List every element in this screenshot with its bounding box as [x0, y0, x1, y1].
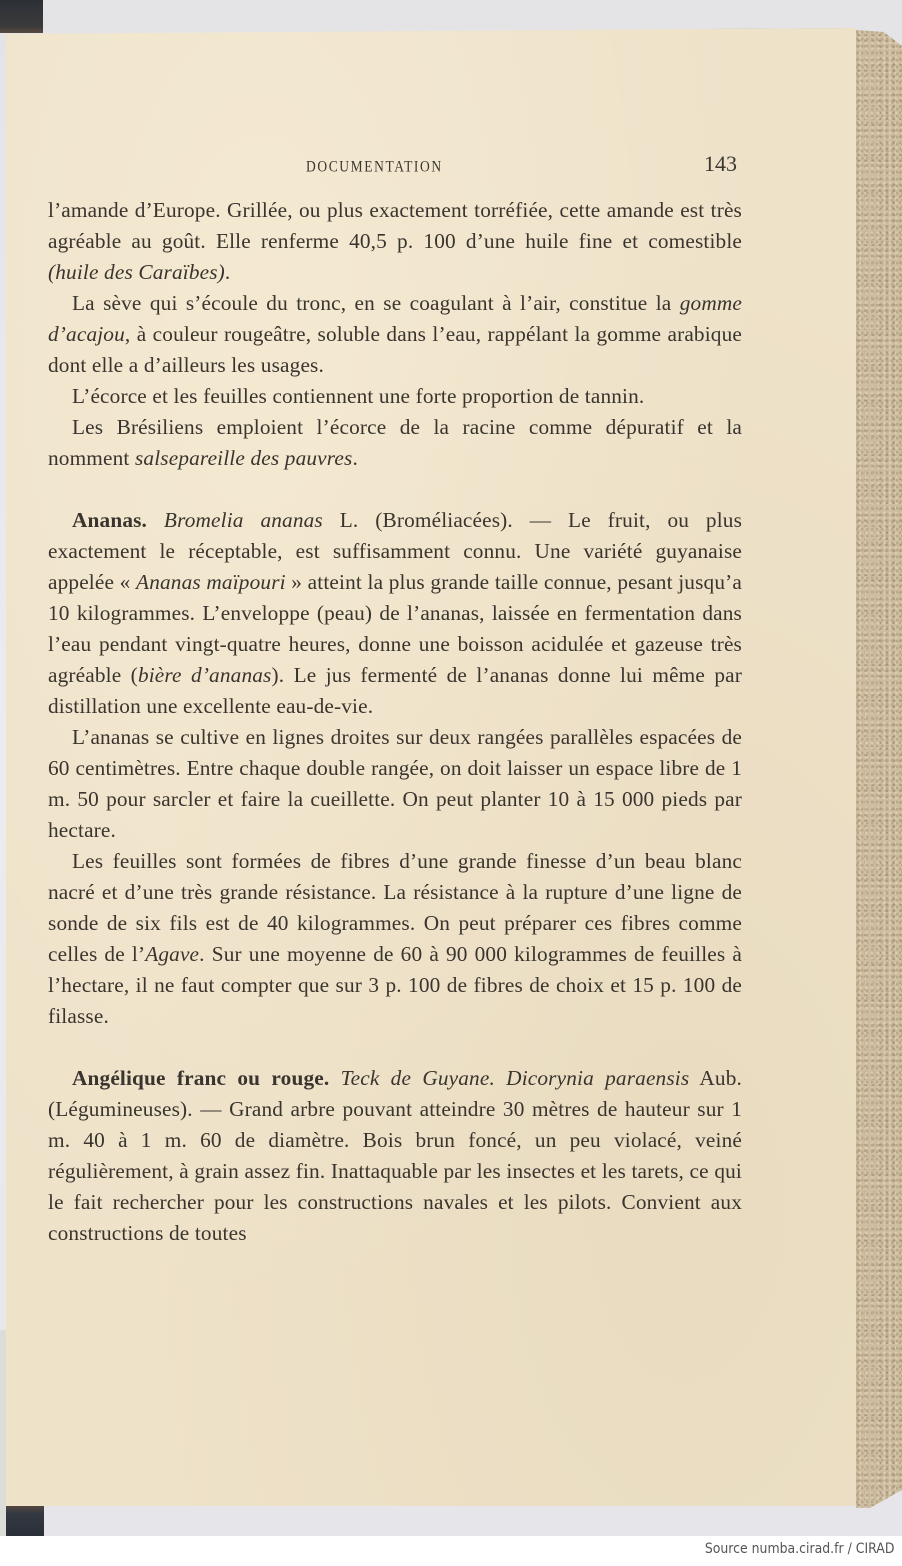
entry-angelique: Angélique franc ou rouge. Teck de Guyane. Dicorynia paraensis Aub. (Légumineuses). — Grand arbre pouvant atteindre 30 mètres de hauteur sur 1 m. 40 à 1 m. 60 de diamètre. Bois brun foncé, un peu violacé, veiné régulièrement, à grain assez fin. Inattaquable par les insectes et les tarets, ce qui le fait rechercher pour les constructions navales et les pilots. Convient aux constructions de toutes: [48, 1066, 742, 1245]
italic-term: salsepareille des pauvres: [134, 446, 353, 470]
paragraph-fibres: Les feuilles sont formées de fibres d’une grande finesse d’un beau blanc nacré et d’une très grande résistance. La résistance à la rupture d’une ligne de sonde de six fils est de 40 kilogrammes. On peut préparer ces fibres comme celles de l’Agave. Sur une moyenne de 60 à 90 000 kilogrammes de feuilles à l’hectare, il ne faut compter que sur 3 p. 100 de fibres de choix et 15 p. 100 de filasse.: [48, 849, 742, 1028]
paragraph-culture: L’ananas se cultive en lignes droites sur deux rangées parallèles espacées de 60 centimètres. Entre chaque double rangée, on doit laisser un espace libre de 1 m. 50 pour sarcler et faire la cueillette. On peut planter 10 à 15 000 pieds par hectare.: [48, 725, 742, 842]
paragraph-bresiliens: Les Brésiliens emploient l’écorce de la racine comme dépuratif et la nomment salsepareille des pauvres.: [48, 415, 742, 470]
running-head: [0, 151, 902, 181]
italic-term: Agave: [145, 942, 200, 966]
latin-name: Teck de Guyane. Dicorynia paraensis: [340, 1066, 690, 1090]
entry-ananas: Ananas. Bromelia ananas L. (Broméliacées). — Le fruit, ou plus exactement le réceptable, est suffisamment connu. Une variété guyanaise appelée « Ananas maïpouri » atteint la plus grande taille connue, pesant jusqu’a 10 kilogrammes. L’enveloppe (peau) de l’ananas, laissée en fermentation dans l’eau pendant vingt-quatre heures, donne une boisson acidulée et gazeuse très agréable (bière d’ananas). Le jus fermenté de l’ananas donne lui même par distillation une excellente eau-de-vie.: [48, 508, 743, 718]
paragraph-gomme: La sève qui s’écoule du tronc, en se coagulant à l’air, constitue la gomme d’acajou, à couleur rougeâtre, soluble dans l’eau, rappélant la gomme arabique dont elle a d’ailleurs les usages.: [48, 291, 742, 377]
page-text: [48, 195, 742, 1249]
page-number: 143: [704, 151, 737, 176]
source-credit: Source numba.cirad.fr / CIRAD: [704, 1541, 894, 1557]
entry-title: Angélique franc ou rouge.: [72, 1066, 330, 1090]
paragraph-amande: l’amande d’Europe. Grillée, ou plus exactement torréfiée, cette amande est très agréable au goût. Elle renferme 40,5 p. 100 d’une huile fine et comestible (huile des Caraïbes).: [48, 198, 742, 284]
latin-name: Bromelia ananas: [163, 508, 323, 532]
italic-term: (huile des Caraïbes): [48, 260, 225, 284]
variety-name: Ananas maïpouri: [136, 570, 286, 594]
running-title: DOCUMENTATION: [306, 157, 443, 176]
entry-title: Ananas.: [72, 508, 148, 532]
book-page-edges: [856, 30, 902, 1508]
binding-clip-bottom: [6, 1504, 44, 1536]
paragraph-tannin: L’écorce et les feuilles contiennent une forte proportion de tannin.: [72, 384, 645, 408]
italic-term: gomme d’acajou: [48, 291, 742, 346]
italic-term: bière d’ananas: [137, 663, 272, 687]
binding-clip-top: [0, 0, 43, 33]
